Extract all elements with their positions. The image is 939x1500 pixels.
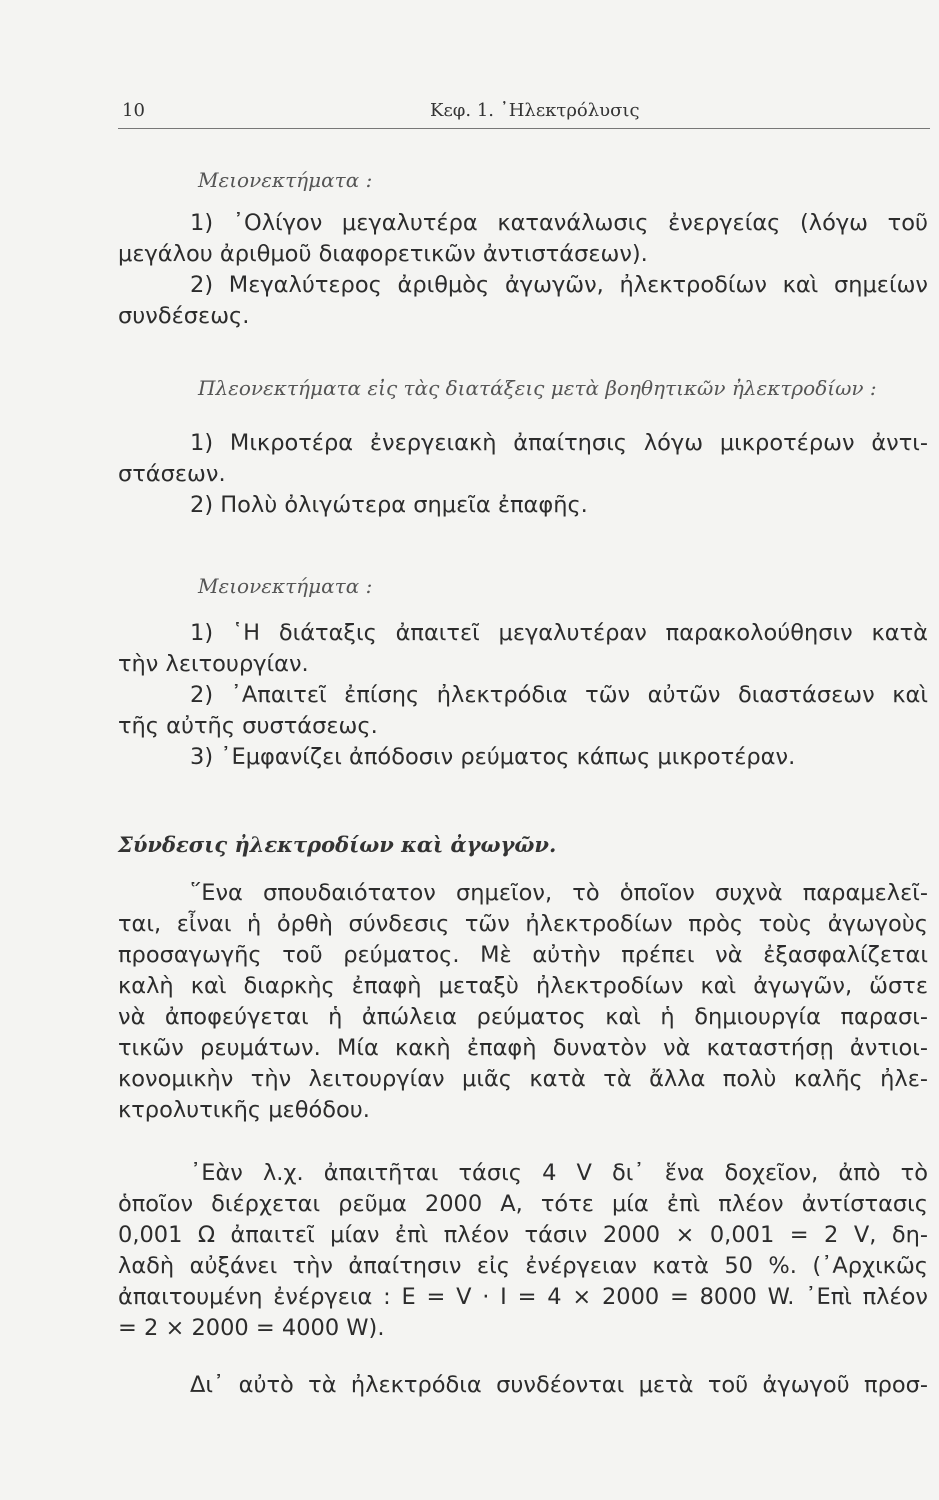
text-line: ται, εἶναι ἡ ὀρθὴ σύνδεσις τῶν ἠλεκτροδίων πρὸς τοὺς ἀγωγοὺς <box>118 911 928 937</box>
text-line: = 2 × 2000 = 4000 W). <box>118 1315 385 1341</box>
running-title: Κεφ. 1. ᾿Ηλεκτρόλυσις <box>430 100 640 121</box>
paragraph-1 <box>118 878 928 1126</box>
text-line: λαδὴ αὐξάνει τὴν ἀπαίτησιν εἰς ἐνέργειαν κατὰ 50 %. (᾿Αρχικῶς <box>118 1253 928 1279</box>
disadvantages-section-2 <box>118 572 928 600</box>
section-heading: Μειονεκτήματα : <box>198 168 373 192</box>
text-line: 1) Μικροτέρα ἐνεργειακὴ ἀπαίτησις λόγω μικροτέρων ἀντι- <box>190 430 928 456</box>
advantages-section <box>118 374 928 402</box>
text-line: νὰ ἀποφεύγεται ἡ ἀπώλεια ρεύματος καὶ ἡ δημιουργία παρασι- <box>118 1004 928 1030</box>
advantages-list <box>118 428 928 521</box>
text-line: Δι᾿ αὐτὸ τὰ ἠλεκτρόδια συνδέονται μετὰ τοῦ ἀγωγοῦ προσ- <box>190 1372 928 1398</box>
disadvantages-list-1 <box>118 208 928 332</box>
text-line: 1) ᾿Ολίγον μεγαλυτέρα κατανάλωσις ἐνεργείας (λόγω τοῦ <box>190 210 928 236</box>
text-line: ἀπαιτουμένη ἐνέργεια : E = V · I = 4 × 2000 = 8000 W. ᾿Επὶ πλέον <box>118 1284 928 1310</box>
text-line: ῞Ενα σπουδαιότατον σημεῖον, τὸ ὁποῖον συχνὰ παραμελεῖ- <box>190 880 928 906</box>
page-header <box>118 96 928 130</box>
text-line: 0,001 Ω ἀπαιτεῖ μίαν ἐπὶ πλέον τάσιν 2000 × 0,001 = 2 V, δη- <box>118 1222 928 1248</box>
text-line: 2) Μεγαλύτερος ἀριθμὸς ἀγωγῶν, ἠλεκτροδίων καὶ σημείων <box>190 272 928 298</box>
page-number: 10 <box>122 100 145 121</box>
text-line: προσαγωγῆς τοῦ ρεύματος. Μὲ αὐτὴν πρέπει νὰ ἐξασφαλίζεται <box>118 942 928 968</box>
text-line: μεγάλου ἀριθμοῦ διαφορετικῶν ἀντιστάσεων). <box>118 241 648 267</box>
disadvantages-section-1 <box>118 166 928 194</box>
disadvantages-list-2 <box>118 618 928 773</box>
text-line: τὴν λειτουργίαν. <box>118 651 309 677</box>
header-rule <box>118 128 930 129</box>
text-line: 3) ᾿Εμφανίζει ἀπόδοσιν ρεύματος κάπως μικροτέραν. <box>190 744 796 770</box>
paragraph-3 <box>118 1370 928 1401</box>
text-line: τικῶν ρευμάτων. Μία κακὴ ἐπαφὴ δυνατὸν νὰ καταστήσῃ ἀντιοι- <box>118 1035 928 1061</box>
section-heading: Πλεονεκτήματα εἰς τὰς διατάξεις μετὰ βοηθητικῶν ἠλεκτροδίων : <box>198 376 877 400</box>
text-line: 2) ᾿Απαιτεῖ ἐπίσης ἠλεκτρόδια τῶν αὐτῶν διαστάσεων καὶ <box>190 682 928 708</box>
section-heading: Μειονεκτήματα : <box>198 574 373 598</box>
connection-section <box>118 830 928 860</box>
text-line: ὁποῖον διέρχεται ρεῦμα 2000 A, τότε μία ἐπὶ πλέον ἀντίστασις <box>118 1191 928 1217</box>
text-line: καλὴ καὶ διαρκὴς ἐπαφὴ μεταξὺ ἠλεκτροδίων καὶ ἀγωγῶν, ὥστε <box>118 973 928 999</box>
text-line: κτρολυτικῆς μεθόδου. <box>118 1097 370 1123</box>
text-line: στάσεων. <box>118 461 226 487</box>
text-line: τῆς αὐτῆς συστάσεως. <box>118 713 378 739</box>
text-line: ᾿Εὰν λ.χ. ἀπαιτῆται τάσις 4 V δι᾿ ἕνα δοχεῖον, ἀπὸ τὸ <box>190 1160 928 1186</box>
text-line: συνδέσεως. <box>118 303 250 329</box>
text-line: κονομικὴν τὴν λειτουργίαν μιᾶς κατὰ τὰ ἄλλα πολὺ καλῆς ἠλε- <box>118 1066 928 1092</box>
text-line: 2) Πολὺ ὀλιγώτερα σημεῖα ἐπαφῆς. <box>190 492 588 518</box>
text-line: 1) ῾Η διάταξις ἀπαιτεῖ μεγαλυτέραν παρακολούθησιν κατὰ <box>190 620 928 646</box>
paragraph-2 <box>118 1158 928 1344</box>
section-heading: Σύνδεσις ἠλεκτροδίων καὶ ἀγωγῶν. <box>118 832 557 857</box>
